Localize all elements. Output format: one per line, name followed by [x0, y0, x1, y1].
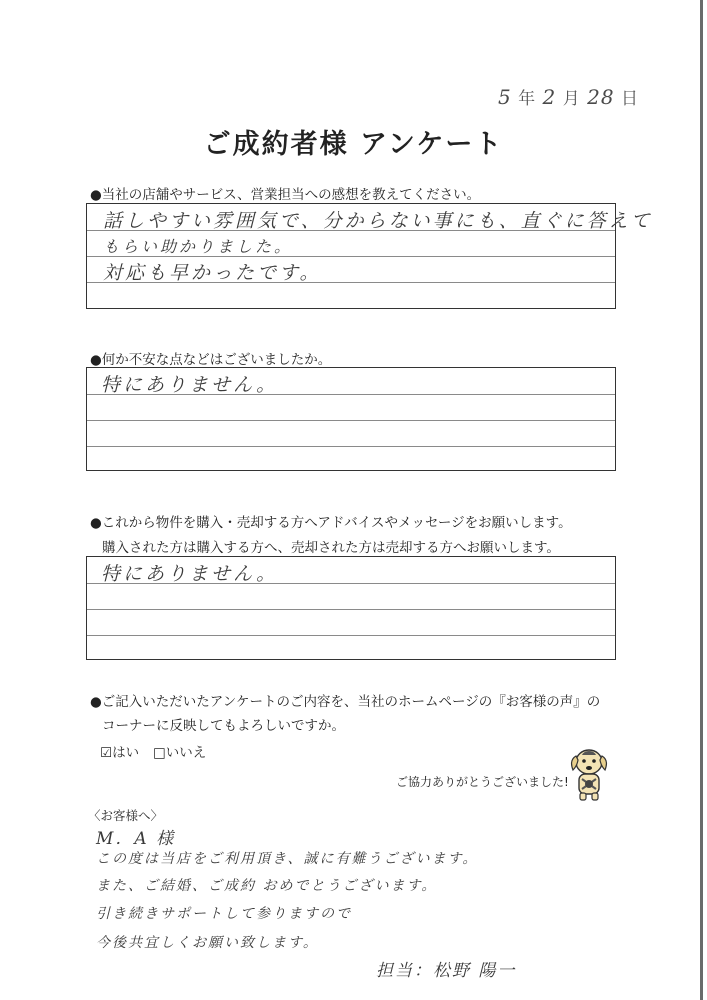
q4-question: ●ご記入いただいたアンケートのご内容を、当社のホームページの『お客様の声』の — [90, 694, 601, 710]
date-day-label: 日 — [620, 89, 639, 109]
date-year-value: 5 — [498, 85, 512, 109]
q1-answer-line-1: 話しやすい雰囲気で、分からない事にも、直ぐに答えて — [103, 210, 653, 232]
date-day-value: 28 — [587, 85, 615, 109]
message-signature: 担当：松野 陽一 — [376, 961, 517, 981]
dog-mascot-icon — [566, 742, 612, 802]
q1-answer-box[interactable] — [86, 203, 653, 309]
q1-answer-line-3: 対応も早かったです。 — [103, 262, 322, 284]
no-checkbox[interactable]: □いいえ — [153, 745, 207, 761]
q2-question: ●何か不安な点などはございましたか。 — [90, 352, 332, 368]
date — [498, 84, 639, 109]
message-header: 〈お客様へ〉 — [88, 808, 164, 823]
ruled-line — [87, 635, 615, 636]
ruled-line — [87, 420, 615, 421]
q2-answer-line-1: 特にありません。 — [101, 374, 279, 396]
q1-question: ●当社の店舗やサービス、営業担当への感想を教えてください。 — [90, 187, 481, 203]
date-month-value: 2 — [542, 85, 557, 109]
ruled-line — [87, 609, 615, 610]
date-month-label: 月 — [562, 89, 581, 109]
message-line-3: また、ご結婚、ご成約 おめでとうございます。 — [96, 878, 438, 894]
message-line-5: 今後共宜しくお願い致します。 — [96, 935, 319, 951]
message-line-1: M．A 様 — [96, 829, 176, 849]
ruled-line — [87, 446, 615, 447]
q3-answer-line-1: 特にありません。 — [101, 563, 279, 585]
q4-question-sub: コーナーに反映してもよろしいですか。 — [102, 718, 345, 734]
page-title: ご成約者様 アンケート — [203, 129, 504, 160]
q3-question: ●これから物件を購入・売却する方へアドバイスやメッセージをお願いします。 — [90, 515, 572, 531]
date-year-label: 年 — [518, 89, 537, 109]
message-line-2: この度は当店をご利用頂き、誠に有難うございます。 — [96, 851, 479, 867]
q2-answer-box[interactable] — [86, 367, 616, 471]
q3-answer-box[interactable] — [86, 556, 616, 660]
q1-answer-line-2: もらい助かりました。 — [103, 237, 294, 256]
q3-question-sub: 購入された方は購入する方へ、売却された方は売却する方へお願いします。 — [102, 540, 560, 556]
yes-checkbox[interactable]: ☑はい — [100, 745, 140, 761]
thanks-message: ご協力ありがとうございました! — [396, 775, 569, 789]
message-line-4: 引き続きサポートして参りますので — [96, 906, 352, 922]
